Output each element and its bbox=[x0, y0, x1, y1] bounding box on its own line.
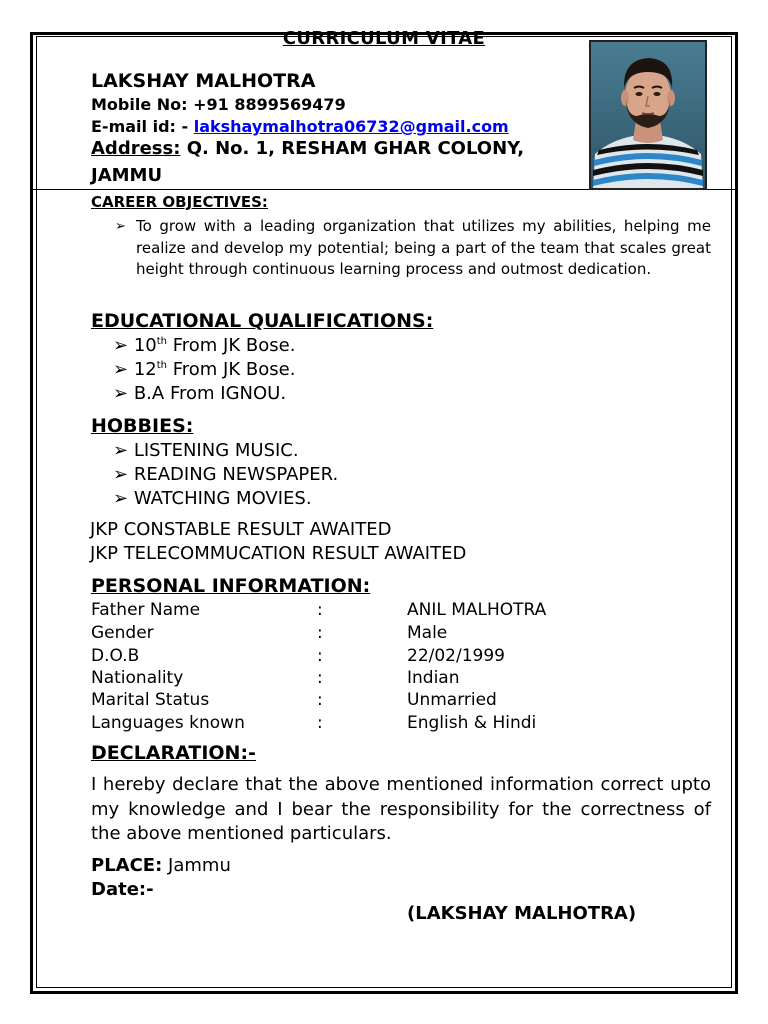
place-value: Jammu bbox=[168, 855, 231, 876]
result-line: JKP TELECOMMUCATION RESULT AWAITED bbox=[90, 543, 467, 564]
personal-info-separator: : bbox=[317, 668, 323, 688]
arrowhead-bullet-icon: ➢ bbox=[113, 488, 129, 509]
education-item-num: 10 bbox=[133, 335, 157, 356]
hobby-item bbox=[113, 440, 299, 461]
education-item-num: B.A bbox=[133, 383, 165, 404]
education-item bbox=[113, 383, 286, 404]
personal-info-separator: : bbox=[317, 646, 323, 666]
personal-info-label: D.O.B bbox=[91, 646, 140, 666]
arrowhead-bullet-icon: ➢ bbox=[115, 219, 126, 234]
education-item-sup: th bbox=[156, 360, 167, 371]
arrowhead-bullet-icon: ➢ bbox=[113, 359, 129, 380]
mobile-value: +91 8899569479 bbox=[193, 95, 346, 114]
address-value-1: Q. No. 1, RESHAM GHAR COLONY, bbox=[186, 138, 525, 159]
education-item bbox=[113, 359, 295, 380]
personal-info-label: Father Name bbox=[91, 600, 201, 620]
education-item bbox=[113, 335, 295, 356]
address-label: Address: bbox=[91, 138, 181, 159]
arrowhead-bullet-icon: ➢ bbox=[113, 440, 129, 461]
hobby-item bbox=[113, 464, 338, 485]
personal-info-label: Gender bbox=[91, 623, 154, 643]
hobby-item-text: WATCHING MOVIES. bbox=[133, 488, 312, 509]
personal-info-label: Marital Status bbox=[91, 690, 210, 710]
personal-info-value: Unmarried bbox=[407, 690, 497, 710]
hobbies-heading: HOBBIES: bbox=[91, 415, 194, 437]
profile-photo bbox=[589, 40, 707, 190]
career-objective-text: To grow with a leading organization that utilizes my abilities, helping me realize and develop my potential; being a part of the team that scales great height through continuous learning process and outmost dedication. bbox=[136, 217, 711, 278]
mobile-label: Mobile No: bbox=[91, 95, 188, 114]
personal-info-separator: : bbox=[317, 713, 323, 733]
education-item-num: 12 bbox=[133, 359, 157, 380]
email-link[interactable]: lakshaymalhotra06732@gmail.com bbox=[193, 117, 509, 136]
personal-info-value: Male bbox=[407, 623, 448, 643]
education-heading: EDUCATIONAL QUALIFICATIONS: bbox=[91, 310, 434, 332]
education-item-text: From JK Bose. bbox=[172, 335, 296, 356]
arrowhead-bullet-icon: ➢ bbox=[113, 464, 129, 485]
declaration-text: I hereby declare that the above mentioned information correct upto my knowledge and I bear the responsibility for the correctness of the above mentioned particulars. bbox=[91, 774, 711, 844]
personal-info-label: Nationality bbox=[91, 668, 184, 688]
hobby-item-text: LISTENING MUSIC. bbox=[133, 440, 299, 461]
mobile-line bbox=[91, 95, 346, 114]
email-label: E-mail id: - bbox=[91, 117, 189, 136]
profile-photo-image bbox=[591, 42, 705, 188]
education-item-sup: th bbox=[156, 336, 167, 347]
career-objectives-heading: CAREER OBJECTIVES: bbox=[91, 193, 268, 211]
email-line bbox=[91, 117, 509, 136]
education-item-text: From JK Bose. bbox=[172, 359, 296, 380]
personal-info-value: English & Hindi bbox=[407, 713, 537, 733]
cv-title: CURRICULUM VITAE bbox=[282, 28, 486, 49]
personal-info-separator: : bbox=[317, 690, 323, 710]
address-line-2: JAMMU bbox=[91, 165, 163, 186]
arrowhead-bullet-icon: ➢ bbox=[113, 383, 129, 404]
candidate-name: LAKSHAY MALHOTRA bbox=[91, 70, 316, 92]
place-label: PLACE: bbox=[91, 855, 163, 876]
place-line bbox=[91, 855, 231, 876]
personal-info-value: 22/02/1999 bbox=[407, 646, 505, 666]
signature-name: (LAKSHAY MALHOTRA) bbox=[407, 903, 637, 924]
hobby-item-text: READING NEWSPAPER. bbox=[133, 464, 339, 485]
personal-info-value: Indian bbox=[407, 668, 460, 688]
arrowhead-bullet-icon: ➢ bbox=[113, 335, 129, 356]
education-item-text: From IGNOU. bbox=[169, 383, 287, 404]
personal-info-heading: PERSONAL INFORMATION: bbox=[91, 575, 371, 597]
personal-info-separator: : bbox=[317, 600, 323, 620]
hobby-item bbox=[113, 488, 312, 509]
declaration-heading: DECLARATION:- bbox=[91, 742, 256, 764]
address-line-1 bbox=[91, 138, 524, 159]
date-label: Date:- bbox=[91, 879, 154, 900]
personal-info-value: ANIL MALHOTRA bbox=[407, 600, 547, 620]
result-line: JKP CONSTABLE RESULT AWAITED bbox=[90, 519, 392, 540]
personal-info-separator: : bbox=[317, 623, 323, 643]
personal-info-label: Languages known bbox=[91, 713, 245, 733]
